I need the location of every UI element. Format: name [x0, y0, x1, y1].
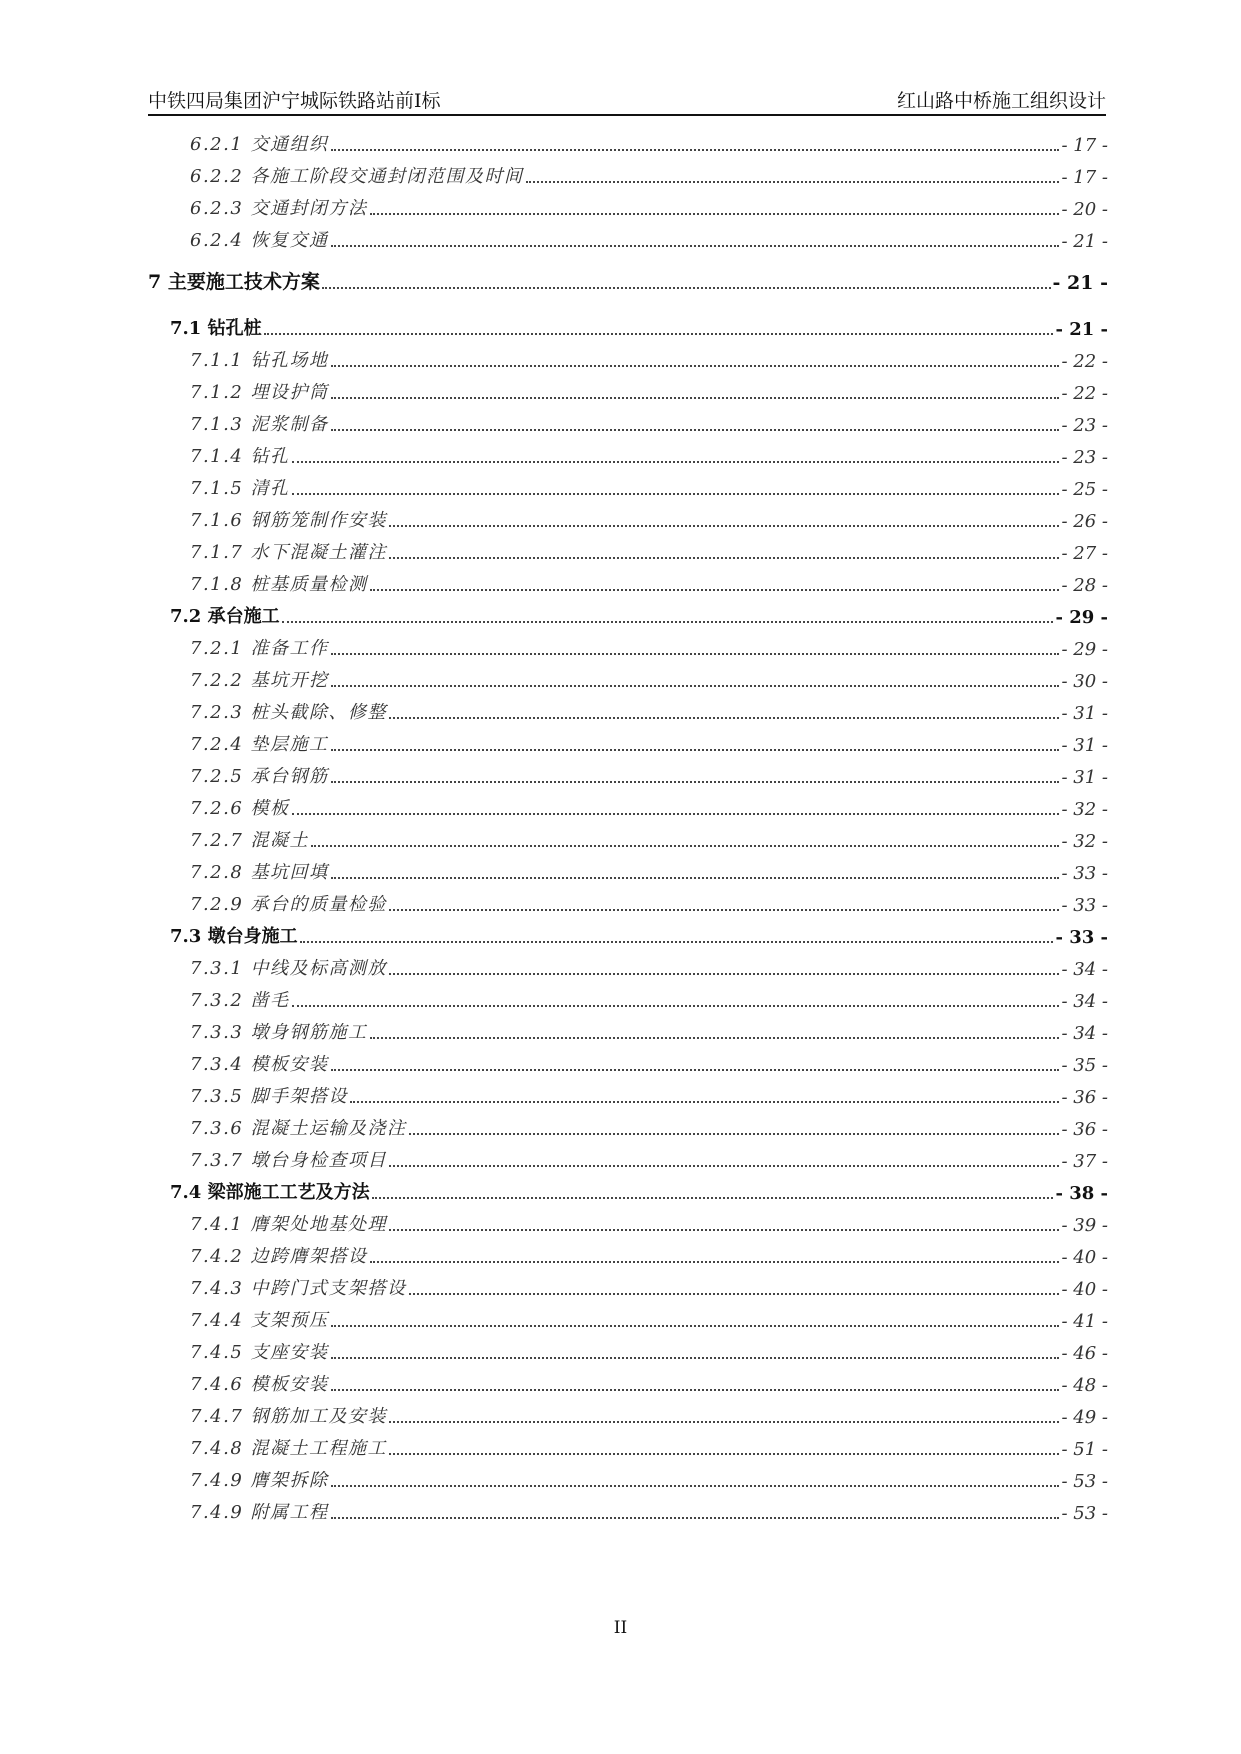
- dot-leader: [300, 941, 1054, 943]
- toc-entry-page-number: - 29 -: [1055, 607, 1108, 628]
- toc-entry-page-number: - 23 -: [1061, 415, 1108, 436]
- toc-entry-page-number: - 23 -: [1061, 447, 1108, 468]
- dot-leader: [409, 1133, 1060, 1135]
- dot-leader: [331, 1357, 1060, 1359]
- dot-leader: [409, 1293, 1060, 1295]
- dot-leader: [331, 1389, 1060, 1391]
- toc-entry-page-number: - 41 -: [1061, 1311, 1108, 1332]
- toc-entry-page-number: - 21 -: [1061, 231, 1108, 252]
- toc-entry-title: 7.3.7 墩台身检查项目: [190, 1150, 388, 1171]
- toc-entry-page-number: - 35 -: [1061, 1055, 1108, 1076]
- toc-entry[interactable]: [190, 1018, 1108, 1044]
- dot-leader: [292, 813, 1060, 815]
- toc-entry-title: 7.4.5 支座安装: [190, 1342, 329, 1363]
- dot-leader: [282, 621, 1054, 623]
- toc-entry-title: 7.1.7 水下混凝土灌注: [190, 542, 388, 563]
- toc-entry-page-number: - 25 -: [1061, 479, 1108, 500]
- toc-entry-page-number: - 38 -: [1055, 1183, 1108, 1204]
- toc-entry[interactable]: [190, 506, 1108, 532]
- toc-entry-page-number: - 37 -: [1061, 1151, 1108, 1172]
- toc-entry-page-number: - 17 -: [1061, 167, 1108, 188]
- toc-entry-page-number: - 31 -: [1061, 703, 1108, 724]
- toc-entry[interactable]: [190, 1210, 1108, 1236]
- toc-entry[interactable]: [190, 794, 1108, 820]
- toc-entry-page-number: - 48 -: [1061, 1375, 1108, 1396]
- toc-entry-page-number: - 33 -: [1055, 927, 1108, 948]
- dot-leader: [331, 149, 1060, 151]
- toc-entry[interactable]: [190, 986, 1108, 1012]
- toc-entry-page-number: - 34 -: [1061, 959, 1108, 980]
- page-header: [148, 84, 1106, 116]
- dot-leader: [292, 461, 1060, 463]
- toc-entry-page-number: - 53 -: [1061, 1471, 1108, 1492]
- dot-leader: [389, 909, 1059, 911]
- dot-leader: [331, 749, 1060, 751]
- toc-entry-title: 7.1.2 埋设护筒: [190, 382, 329, 403]
- toc-entry-title: 7.3.3 墩身钢筋施工: [190, 1022, 368, 1043]
- toc-entry-title: 7.1.4 钻孔: [190, 446, 290, 467]
- dot-leader: [311, 845, 1059, 847]
- toc-entry-title: 7.2 承台施工: [170, 606, 280, 627]
- dot-leader: [389, 525, 1059, 527]
- toc-entry[interactable]: [190, 474, 1108, 500]
- toc-entry[interactable]: [190, 410, 1108, 436]
- toc-entry-title: 7.4 梁部施工工艺及方法: [170, 1182, 370, 1203]
- toc-entry[interactable]: [190, 130, 1108, 156]
- dot-leader: [264, 333, 1054, 335]
- dot-leader: [370, 213, 1060, 215]
- toc-entry-title: 7.4.6 模板安装: [190, 1374, 329, 1395]
- toc-entry-page-number: - 33 -: [1061, 863, 1108, 884]
- toc-entry-page-number: - 17 -: [1061, 135, 1108, 156]
- dot-leader: [331, 397, 1060, 399]
- toc-entry-page-number: - 34 -: [1061, 991, 1108, 1012]
- toc-entry[interactable]: [190, 1146, 1108, 1172]
- toc-entry-title: 7.1.8 桩基质量检测: [190, 574, 368, 595]
- toc-entry-page-number: - 22 -: [1061, 383, 1108, 404]
- header-right-title: 红山路中桥施工组织设计: [896, 90, 1106, 112]
- toc-entry[interactable]: [190, 1466, 1108, 1492]
- toc-entry[interactable]: [190, 1242, 1108, 1268]
- toc-entry-title: 7.1.3 泥浆制备: [190, 414, 329, 435]
- dot-leader: [370, 589, 1060, 591]
- dot-leader: [331, 245, 1060, 247]
- toc-entry-page-number: - 40 -: [1061, 1247, 1108, 1268]
- dot-leader: [389, 1421, 1059, 1423]
- toc-entry-page-number: - 22 -: [1061, 351, 1108, 372]
- dot-leader: [372, 1197, 1054, 1199]
- dot-leader: [389, 717, 1059, 719]
- page-number: II: [613, 1618, 628, 1638]
- toc-entry-title: 7.3.5 脚手架搭设: [190, 1086, 349, 1107]
- toc-entry-page-number: - 28 -: [1061, 575, 1108, 596]
- toc-entry[interactable]: [190, 570, 1108, 596]
- dot-leader: [331, 1485, 1060, 1487]
- toc-entry[interactable]: [190, 1402, 1108, 1428]
- toc-entry-page-number: - 40 -: [1061, 1279, 1108, 1300]
- toc-entry-page-number: - 31 -: [1061, 767, 1108, 788]
- toc-entry-title: 7.4.2 边跨膺架搭设: [190, 1246, 368, 1267]
- toc-entry[interactable]: [190, 442, 1108, 468]
- toc-entry-title: 7.1.1 钻孔场地: [190, 350, 329, 371]
- toc-entry[interactable]: [190, 890, 1108, 916]
- toc-entry[interactable]: [190, 378, 1108, 404]
- toc-entry-page-number: - 30 -: [1061, 671, 1108, 692]
- toc-entry[interactable]: [190, 858, 1108, 884]
- toc-entry-title: 6.2.4 恢复交通: [190, 230, 329, 251]
- toc-entry[interactable]: [148, 268, 1108, 294]
- toc-entry-title: 7.4.9 附属工程: [190, 1502, 329, 1523]
- toc-entry-page-number: - 49 -: [1061, 1407, 1108, 1428]
- toc-entry[interactable]: [170, 314, 1108, 340]
- toc-entry-title: 7.2.2 基坑开挖: [190, 670, 329, 691]
- toc-entry-title: 7.3 墩台身施工: [170, 926, 298, 947]
- toc-entry-title: 7.3.4 模板安装: [190, 1054, 329, 1075]
- toc-entry-page-number: - 29 -: [1061, 639, 1108, 660]
- toc-entry-page-number: - 31 -: [1061, 735, 1108, 756]
- toc-entry[interactable]: [170, 1178, 1108, 1204]
- toc-entry-title: 7.1 钻孔桩: [170, 318, 262, 339]
- dot-leader: [331, 1517, 1060, 1519]
- toc-entry[interactable]: [190, 730, 1108, 756]
- toc-entry-title: 7.4.7 钢筋加工及安装: [190, 1406, 388, 1427]
- dot-leader: [331, 429, 1060, 431]
- dot-leader: [331, 1069, 1060, 1071]
- toc-entry-title: 7.1.6 钢筋笼制作安装: [190, 510, 388, 531]
- dot-leader: [370, 1037, 1060, 1039]
- toc-entry-page-number: - 39 -: [1061, 1215, 1108, 1236]
- toc-entry[interactable]: [190, 162, 1108, 188]
- toc-entry[interactable]: [190, 1498, 1108, 1524]
- dot-leader: [389, 1165, 1059, 1167]
- dot-leader: [389, 1229, 1059, 1231]
- toc-entry-title: 7.4.1 膺架处地基处理: [190, 1214, 388, 1235]
- toc-entry[interactable]: [190, 1114, 1108, 1140]
- toc-entry[interactable]: [190, 698, 1108, 724]
- dot-leader: [331, 365, 1060, 367]
- toc-entry[interactable]: [190, 762, 1108, 788]
- toc-entry-title: 6.2.1 交通组织: [190, 134, 329, 155]
- toc-entry[interactable]: [170, 922, 1108, 948]
- toc-entry-title: 7.3.1 中线及标高测放: [190, 958, 388, 979]
- toc-entry-page-number: - 33 -: [1061, 895, 1108, 916]
- toc-entry-page-number: - 26 -: [1061, 511, 1108, 532]
- dot-leader: [331, 685, 1060, 687]
- dot-leader: [331, 1325, 1060, 1327]
- toc-entry-title: 7.3.6 混凝土运输及浇注: [190, 1118, 407, 1139]
- toc-entry[interactable]: [190, 634, 1108, 660]
- dot-leader: [331, 877, 1060, 879]
- dot-leader: [389, 973, 1059, 975]
- toc-entry-page-number: - 20 -: [1061, 199, 1108, 220]
- toc-entry[interactable]: [190, 826, 1108, 852]
- toc-entry-title: 7 主要施工技术方案: [148, 271, 320, 293]
- toc-entry[interactable]: [190, 1434, 1108, 1460]
- toc-entry-title: 7.1.5 清孔: [190, 478, 290, 499]
- dot-leader: [389, 557, 1059, 559]
- toc-entry-page-number: - 46 -: [1061, 1343, 1108, 1364]
- toc-entry[interactable]: [190, 1338, 1108, 1364]
- toc-entry-page-number: - 53 -: [1061, 1503, 1108, 1524]
- toc-entry-page-number: - 21 -: [1052, 272, 1108, 294]
- toc-entry-page-number: - 36 -: [1061, 1119, 1108, 1140]
- dot-leader: [389, 1453, 1059, 1455]
- toc-entry-page-number: - 34 -: [1061, 1023, 1108, 1044]
- toc-entry-page-number: - 36 -: [1061, 1087, 1108, 1108]
- header-left-title: 中铁四局集团沪宁城际铁路站前Ⅰ标: [148, 90, 441, 112]
- toc-entry-title: 7.2.4 垫层施工: [190, 734, 329, 755]
- toc-entry-title: 7.2.1 准备工作: [190, 638, 329, 659]
- toc-entry[interactable]: [190, 1274, 1108, 1300]
- toc-entry[interactable]: [190, 1370, 1108, 1396]
- toc-entry[interactable]: [190, 666, 1108, 692]
- toc-entry-page-number: - 21 -: [1055, 319, 1108, 340]
- toc-entry-title: 7.2.9 承台的质量检验: [190, 894, 388, 915]
- toc-entry-title: 7.2.6 模板: [190, 798, 290, 819]
- dot-leader: [526, 181, 1060, 183]
- toc-entry[interactable]: [190, 346, 1108, 372]
- toc-entry-title: 6.2.3 交通封闭方法: [190, 198, 368, 219]
- toc-entry[interactable]: [170, 602, 1108, 628]
- toc-entry[interactable]: [190, 226, 1108, 252]
- toc-entry-title: 7.4.3 中跨门式支架搭设: [190, 1278, 407, 1299]
- toc-entry-page-number: - 32 -: [1061, 831, 1108, 852]
- toc-entry-title: 7.2.3 桩头截除、修整: [190, 702, 388, 723]
- toc-entry-title: 7.2.5 承台钢筋: [190, 766, 329, 787]
- toc-entry-title: 6.2.2 各施工阶段交通封闭范围及时间: [190, 166, 524, 187]
- dot-leader: [331, 781, 1060, 783]
- toc-entry[interactable]: [190, 1306, 1108, 1332]
- toc-entry[interactable]: [190, 538, 1108, 564]
- toc-entry[interactable]: [190, 1082, 1108, 1108]
- toc-entry-title: 7.2.7 混凝土: [190, 830, 310, 851]
- dot-leader: [370, 1261, 1060, 1263]
- dot-leader: [292, 493, 1060, 495]
- toc-entry-title: 7.4.4 支架预压: [190, 1310, 329, 1331]
- toc-entry[interactable]: [190, 1050, 1108, 1076]
- toc-entry[interactable]: [190, 194, 1108, 220]
- dot-leader: [292, 1005, 1060, 1007]
- toc-entry-page-number: - 27 -: [1061, 543, 1108, 564]
- dot-leader: [350, 1101, 1059, 1103]
- toc-entry-title: 7.2.8 基坑回填: [190, 862, 329, 883]
- toc-entry-page-number: - 51 -: [1061, 1439, 1108, 1460]
- toc-entry-title: 7.4.9 膺架拆除: [190, 1470, 329, 1491]
- dot-leader: [331, 653, 1060, 655]
- toc-entry-title: 7.3.2 凿毛: [190, 990, 290, 1011]
- dot-leader: [322, 287, 1051, 289]
- toc-entry[interactable]: [190, 954, 1108, 980]
- toc-entry-title: 7.4.8 混凝土工程施工: [190, 1438, 388, 1459]
- toc-entry-page-number: - 32 -: [1061, 799, 1108, 820]
